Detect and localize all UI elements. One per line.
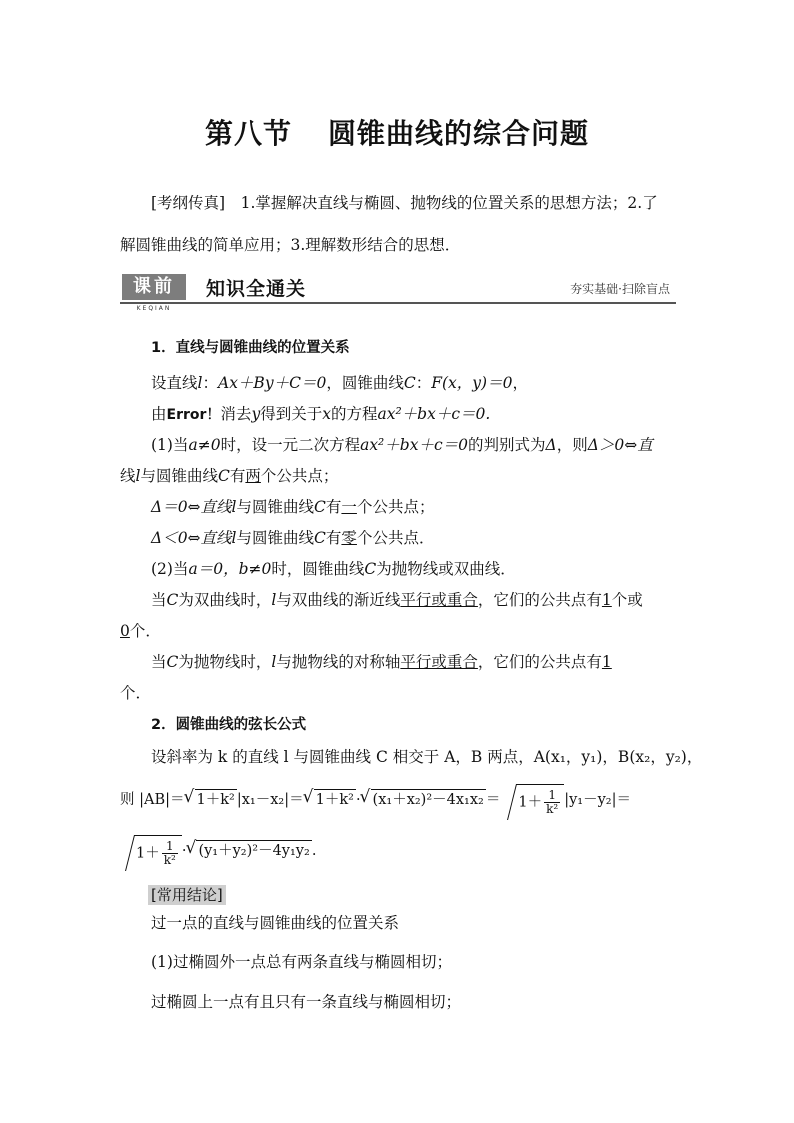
sqrt: 1＋ $\frac{1}{\text{k²}}$ <box>516 784 564 816</box>
text: 个公共点； <box>356 498 435 516</box>
text: 消去 <box>220 405 252 423</box>
error-marker: Error！ <box>166 407 221 423</box>
condition: a＝0，b≠0 <box>188 560 272 578</box>
underlined-answer: 1 <box>601 653 612 671</box>
conclusion-line-3: 过椭圆上一点有且只有一条直线与椭圆相切； <box>151 993 462 1011</box>
common-conclusions-label: [常用结论] <box>148 885 226 905</box>
text: 当 <box>151 653 167 671</box>
underlined-answer: 平行或重合 <box>400 653 478 671</box>
text: ： <box>415 374 432 392</box>
text: 由 <box>151 405 167 423</box>
underlined-answer: 0 <box>120 622 130 640</box>
text: 有 <box>229 467 246 485</box>
title-topic: 圆锥曲线的综合问题 <box>328 117 590 150</box>
text: 与圆锥曲线 <box>140 467 218 485</box>
title-section-number: 第八节 <box>204 117 292 150</box>
quadratic-equation: ax²＋bx＋c＝0 <box>360 436 468 454</box>
text: 个． <box>120 684 152 702</box>
radicand: 1＋k² <box>196 792 235 808</box>
text: 个或 <box>611 591 643 609</box>
var-l: l <box>197 374 203 392</box>
text: ，圆锥曲线 <box>326 374 404 392</box>
sqrt <box>196 840 311 861</box>
syllabus-label: [考纲传真] <box>151 194 226 212</box>
text: (2)当 <box>151 560 189 578</box>
text: (1)当 <box>151 436 189 454</box>
underlined-answer: 1 <box>601 591 612 609</box>
syllabus-line-2 <box>120 235 460 255</box>
sec1-paragraph-2 <box>151 404 490 425</box>
text: 当 <box>151 591 167 609</box>
underlined-answer: 零 <box>341 529 357 547</box>
section1-heading: 1．直线与圆锥曲线的位置关系 <box>151 340 350 356</box>
chord-length-formula-2 <box>120 835 316 867</box>
sec1-paragraph-6 <box>151 528 434 548</box>
banner-title: 知识全通关 <box>206 278 307 300</box>
conclusion-line-2: (1)过椭圆外一点总有两条直线与椭圆相切； <box>151 953 452 971</box>
text: · <box>355 792 361 808</box>
curve-equation: F(x，y)＝0 <box>431 374 513 392</box>
fraction <box>162 840 178 867</box>
underlined-answer: 两 <box>245 467 261 485</box>
text: 时，圆锥曲线 <box>271 560 365 578</box>
text: 有 <box>325 498 342 516</box>
discriminant-condition: Δ＜0⇔直线 <box>151 529 232 547</box>
var-C: C <box>166 591 179 609</box>
sec1-paragraph-3 <box>151 435 653 455</box>
text: 个． <box>129 622 161 640</box>
syllabus-text-2: 解圆锥曲线的简单应用；3.理解数形结合的思想． <box>120 236 461 254</box>
text: 为双曲线时， <box>178 591 272 609</box>
quadratic-equation: ax²＋bx＋c＝0. <box>377 405 491 423</box>
text: . <box>311 843 317 859</box>
sec1-paragraph-4 <box>120 466 338 486</box>
underlined-answer: 平行或重合 <box>400 591 478 609</box>
sec1-paragraph-10 <box>151 652 612 672</box>
var-x: x <box>322 405 331 423</box>
syllabus-text-1: 1.掌握解决直线与椭圆、抛物线的位置关系的思想方法；2.了 <box>240 194 658 212</box>
text: 个公共点； <box>260 467 339 485</box>
var-C: C <box>218 467 230 485</box>
discriminant-condition: Δ＞0⇔直 <box>587 436 653 454</box>
text: ，则 <box>556 436 588 454</box>
var-C: C <box>364 560 377 578</box>
sec1-paragraph-1 <box>151 373 528 393</box>
text: 为抛物线或双曲线． <box>376 560 516 578</box>
banner-tag-pinyin: KEQIAN <box>136 305 172 312</box>
var-l: l <box>271 653 277 671</box>
sqrt: 1＋ $\frac{1}{\text{k²}}$ <box>134 835 182 867</box>
var-delta: Δ <box>545 436 557 454</box>
text: 得到关于 <box>260 405 323 423</box>
syllabus-line-1 <box>151 193 658 213</box>
sec1-paragraph-11 <box>120 683 151 703</box>
text: |x₁－x₂|＝ <box>236 792 304 808</box>
text: 与双曲线的渐近线 <box>276 591 401 609</box>
line-equation: Ax＋By＋C＝0 <box>218 374 327 392</box>
text: 与圆锥曲线 <box>236 529 315 547</box>
sec1-paragraph-8 <box>151 590 643 610</box>
var-y: y <box>251 405 261 423</box>
condition: a≠0 <box>188 436 221 454</box>
text: ： <box>202 374 218 392</box>
var-l: l <box>135 467 141 485</box>
denominator: k² <box>546 802 559 816</box>
text: 时，设一元二次方程 <box>220 436 361 454</box>
text: ，它们的公共点有 <box>477 591 602 609</box>
text: 则 |AB|＝ <box>120 792 185 808</box>
var-C: C <box>403 374 416 392</box>
sec1-paragraph-5 <box>151 497 434 517</box>
text: 线 <box>120 467 136 485</box>
text: 个公共点． <box>356 529 435 547</box>
sec1-paragraph-7 <box>151 559 516 579</box>
var-l: l <box>271 591 277 609</box>
var-C: C <box>166 653 179 671</box>
page-title <box>0 112 794 152</box>
var-l: l <box>231 498 237 516</box>
underlined-answer: 一 <box>341 498 357 516</box>
text: 与圆锥曲线 <box>236 498 315 516</box>
banner-slogan: 夯实基础·扫除盲点 <box>570 282 670 296</box>
text: |y₁－y₂|＝ <box>564 792 631 808</box>
radicand: (y₁＋y₂)²－4y₁y₂ <box>198 843 310 859</box>
radicand: (x₁＋x₂)²－4x₁x₂ <box>372 792 484 808</box>
var-C: C <box>314 529 326 547</box>
conclusion-line-1: 过一点的直线与圆锥曲线的位置关系 <box>151 914 400 932</box>
var-C: C <box>314 498 326 516</box>
text: 的判别式为 <box>467 436 546 454</box>
text: 的方程 <box>330 405 378 423</box>
section-banner <box>120 272 676 316</box>
text: · <box>181 843 187 859</box>
section2-heading: 2．圆锥曲线的弦长公式 <box>151 717 307 733</box>
text: ， <box>512 374 528 392</box>
radicand: 1＋k² <box>315 792 354 808</box>
text: ＝ <box>485 792 501 808</box>
numerator: 1 <box>544 789 560 803</box>
sqrt <box>314 789 356 810</box>
text: 为抛物线时， <box>178 653 272 671</box>
sqrt <box>195 789 237 810</box>
discriminant-condition: Δ＝0⇔直线 <box>151 498 232 516</box>
text: 与抛物线的对称轴 <box>276 653 401 671</box>
denominator: k² <box>163 853 176 867</box>
text: ，它们的公共点有 <box>477 653 602 671</box>
banner-tag: 课前 <box>122 274 186 300</box>
fraction <box>544 789 560 816</box>
chord-length-formula-1 <box>120 784 631 816</box>
var-l: l <box>231 529 237 547</box>
text: 有 <box>325 529 342 547</box>
banner-rule <box>120 302 676 304</box>
text: 设直线 <box>151 374 198 392</box>
sec2-paragraph-1: 设斜率为 k 的直线 l 与圆锥曲线 C 相交于 A，B 两点，A(x₁，y₁)，B(x₂，y₂)， <box>151 748 703 766</box>
numerator: 1 <box>162 840 178 854</box>
sqrt <box>371 789 486 810</box>
sec1-paragraph-9 <box>120 621 161 641</box>
